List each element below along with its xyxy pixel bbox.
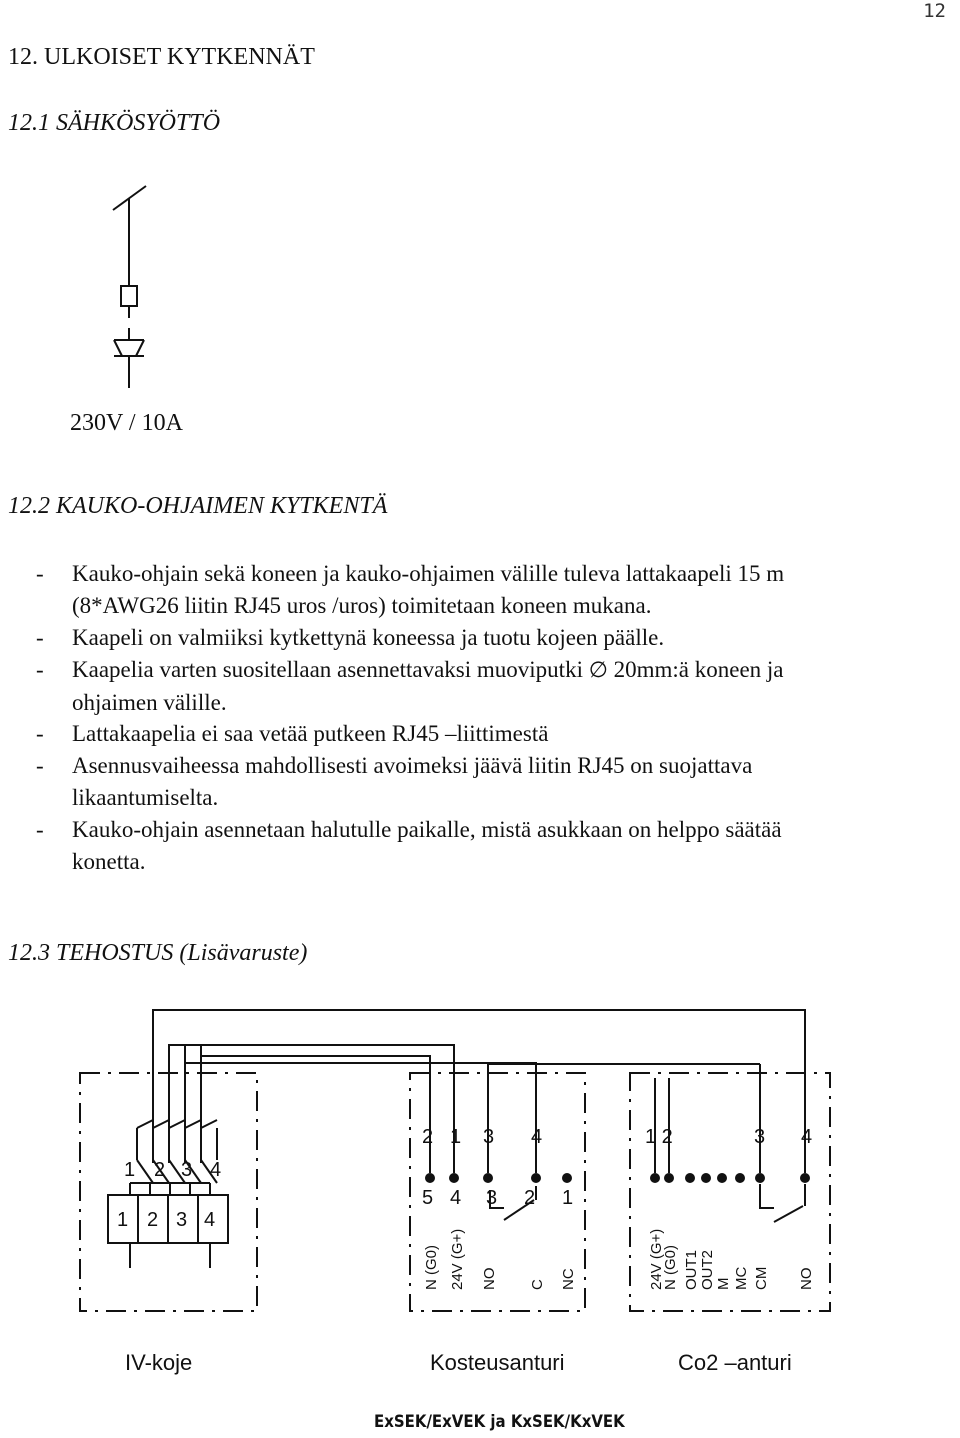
humidity-bottom-number: 5 [422, 1187, 434, 1209]
list-item: - Asennusvaiheessa mahdollisesti avoimeksi jäävä liitin RJ45 on suojattava likaantumiselta. [36, 753, 753, 810]
iv-upper-terminal: 1 [124, 1159, 136, 1181]
co2-pin-label: M [715, 1277, 732, 1290]
iv-upper-terminal: 4 [210, 1159, 222, 1181]
list-item: - Kaapeli on valmiiksi kytkettynä koneessa ja tuotu kojeen päälle. [36, 625, 665, 650]
co2-sensor-label: Co2 –anturi [678, 1350, 792, 1375]
co2-pin-label: OUT2 [699, 1249, 716, 1290]
list-item: - Kauko-ohjain sekä koneen ja kauko-ohjaimen välille tuleva lattakaapeli 15 m (8*AWG26 liitin RJ45 uros /uros) toimitetaan koneen mukana. [36, 561, 785, 618]
footer-models: ExSEK/ExVEK ja KxSEK/KxVEK [374, 1412, 625, 1432]
co2-top-number: 1 2 [645, 1126, 673, 1148]
co2-pin-label: 24V (G+) [648, 1228, 665, 1290]
chapter-heading: 12. ULKOISET KYTKENNÄT [8, 44, 315, 70]
power-rating: 230V / 10A [70, 410, 183, 436]
humidity-pin-label: NO [481, 1267, 498, 1290]
iv-lower-terminal: 1 [117, 1209, 129, 1231]
humidity-bottom-number: 3 [486, 1187, 498, 1209]
iv-upper-terminal: 2 [154, 1159, 166, 1181]
iv-terminal-block [108, 1120, 228, 1268]
humidity-pin-label: C [529, 1279, 546, 1290]
co2-top-number: 3 [754, 1126, 766, 1148]
page-number: 12 [923, 0, 946, 22]
humidity-bottom-number: 2 [524, 1187, 536, 1209]
co2-terminal-dots [650, 1173, 810, 1183]
humidity-top-number: 3 [483, 1126, 495, 1148]
humidity-top-number: 4 [531, 1126, 543, 1148]
co2-pin-label: MC [733, 1266, 750, 1290]
co2-pin-label: NO [798, 1267, 815, 1290]
list-item: - Kauko-ohjain asennetaan halutulle paikalle, mistä asukkaan on helppo säätää konetta. [36, 817, 782, 874]
humidity-pin-label: N (G0) [423, 1245, 440, 1290]
humidity-pin-label: 24V (G+) [449, 1228, 466, 1290]
iv-lower-terminal: 4 [204, 1209, 216, 1231]
co2-pin-label: OUT1 [683, 1249, 700, 1290]
list-item: - Lattakaapelia ei saa vetää putkeen RJ45 –liittimestä [36, 721, 549, 746]
humidity-top-number: 2 [422, 1126, 434, 1148]
co2-pin-label: CM [753, 1266, 770, 1290]
list-item: - Kaapelia varten suositellaan asennettavaksi muoviputki ∅ 20mm:ä koneen ja ohjaimen välille. [36, 657, 784, 715]
section-title-remote: 12.2 KAUKO-OHJAIMEN KYTKENTÄ [8, 493, 388, 519]
connecting-wires [153, 1010, 805, 1173]
humidity-pin-label: NC [560, 1268, 577, 1290]
humidity-terminal-dots [425, 1173, 572, 1183]
section-title-boost: 12.3 TEHOSTUS (Lisävaruste) [8, 940, 308, 966]
section-title-power: 12.1 SÄHKÖSYÖTTÖ [8, 110, 221, 136]
co2-pin-label: N (G0) [662, 1245, 679, 1290]
co2-top-number: 4 [801, 1126, 813, 1148]
humidity-bottom-number: 4 [450, 1187, 462, 1209]
humidity-top-number: 1 [450, 1126, 462, 1148]
diameter-symbol: ∅ [588, 658, 608, 683]
iv-lower-terminal: 3 [176, 1209, 188, 1231]
co2-switch [760, 1184, 805, 1222]
iv-upper-terminal: 3 [181, 1159, 193, 1181]
humidity-sensor-label: Kosteusanturi [430, 1350, 565, 1375]
iv-unit-label: IV-koje [125, 1350, 193, 1375]
humidity-bottom-number: 1 [562, 1187, 574, 1209]
iv-lower-terminal: 2 [147, 1209, 159, 1231]
